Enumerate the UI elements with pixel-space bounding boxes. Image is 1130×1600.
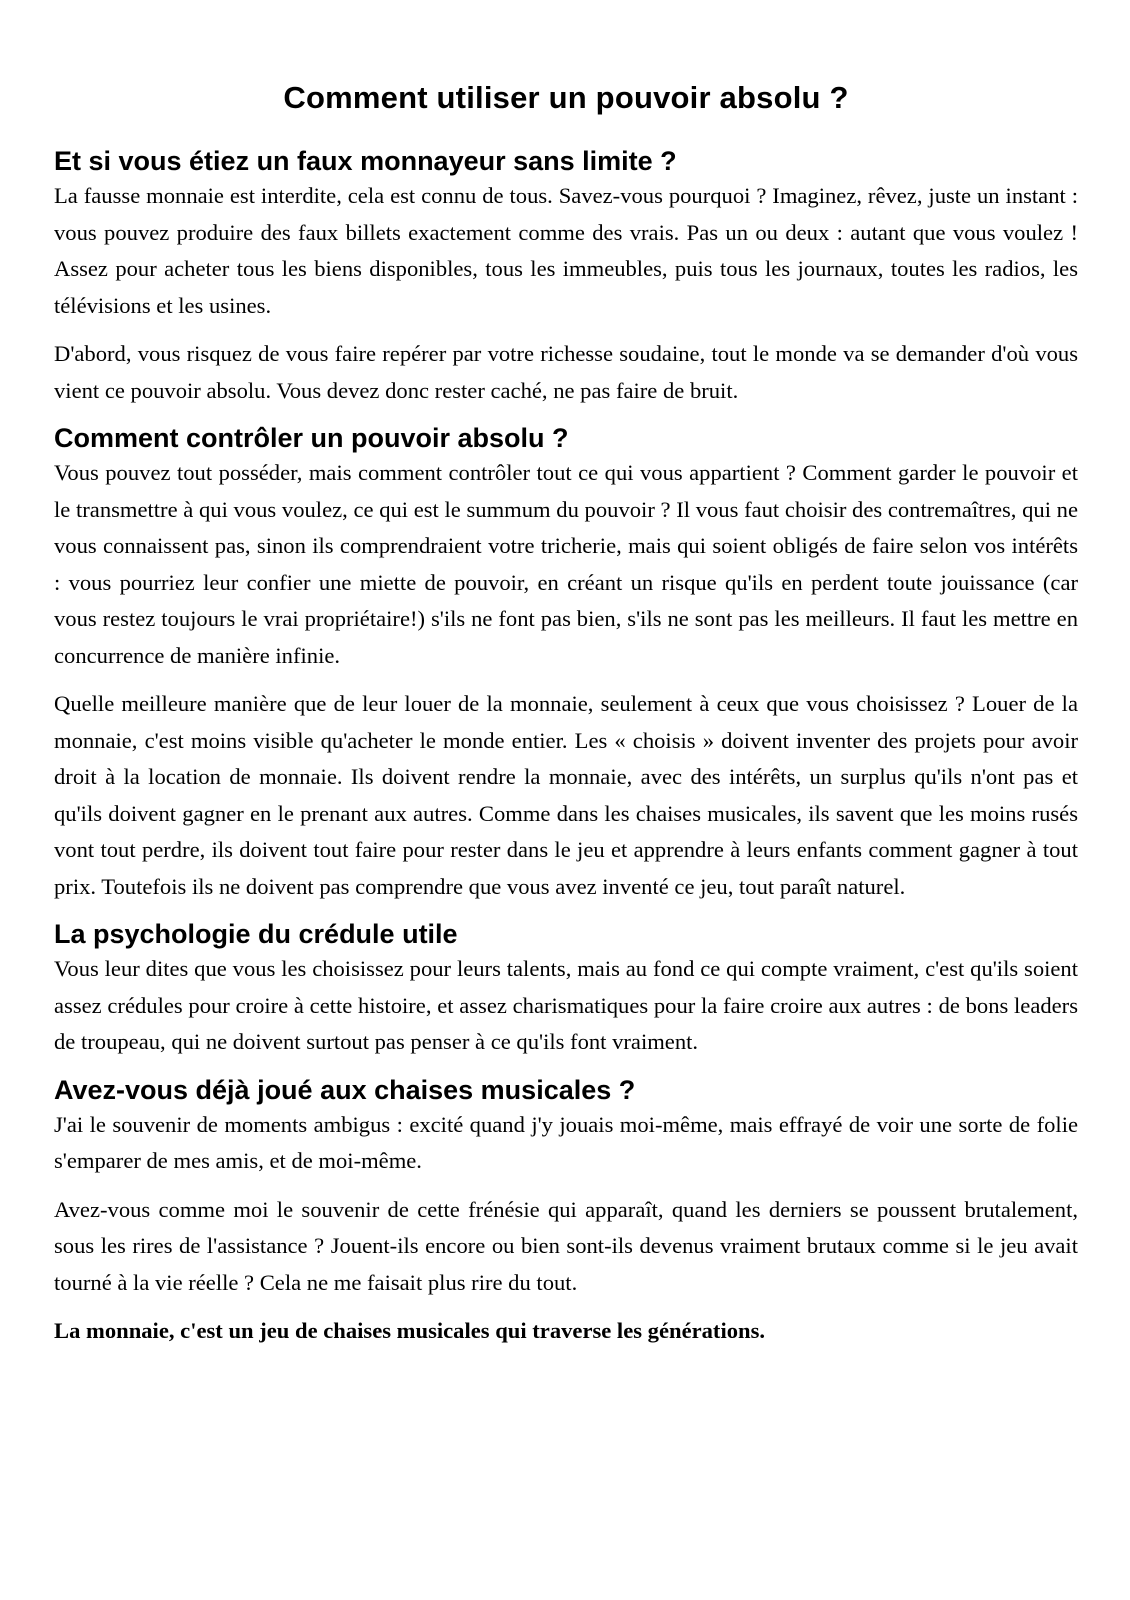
paragraph: D'abord, vous risquez de vous faire repérer par votre richesse soudaine, tout le monde va se demander d'où vous vient ce pouvoir absolu. Vous devez donc rester caché, ne pas faire de bruit.: [54, 341, 1078, 403]
section-chaises-musicales: [54, 1073, 1078, 1302]
section-faux-monnayeur: [54, 144, 1078, 409]
section-heading: Comment contrôler un pouvoir absolu ?: [54, 423, 569, 453]
section-controler-pouvoir: [54, 421, 1078, 905]
paragraph: Quelle meilleure manière que de leur louer de la monnaie, seulement à ceux que vous choisissez ? Louer de la monnaie, c'est moins visible qu'acheter le monde entier. Les « choisis » doivent inventer des projets pour avoir droit à la location de monnaie. Ils doivent rendre la monnaie, avec des intérêts, un surplus qu'ils n'ont pas et qu'ils doivent gagner en le prenant aux autres. Comme dans les chaises musicales, ils savent que les moins rusés vont tout perdre, ils doivent tout faire pour rester dans le jeu et apprendre à leurs enfants comment gagner à tout prix. Toutefois ils ne doivent pas comprendre que vous avez inventé ce jeu, tout paraît naturel.: [54, 691, 1078, 899]
paragraph: J'ai le souvenir de moments ambigus : excité quand j'y jouais moi-même, mais effrayé de voir une sorte de folie s'emparer de mes amis, et de moi-même.: [54, 1111, 1078, 1173]
section-credule-utile: [54, 917, 1078, 1061]
section-heading: Et si vous étiez un faux monnayeur sans limite ?: [54, 146, 677, 176]
paragraph: Vous leur dites que vous les choisissez pour leurs talents, mais au fond ce qui compte vraiment, c'est qu'ils soient assez crédules pour croire à cette histoire, et assez charismatiques pour la faire croire aux autres : de bons leaders de troupeau, qui ne doivent surtout pas penser à ce qu'ils font vraiment.: [54, 956, 1078, 1054]
document-title: Comment utiliser un pouvoir absolu ?: [283, 80, 849, 115]
section-heading: Avez-vous déjà joué aux chaises musicales ?: [54, 1074, 636, 1105]
document-page: [54, 78, 1078, 1349]
paragraph: Avez-vous comme moi le souvenir de cette frénésie qui apparaît, quand les derniers se poussent brutalement, sous les rires de l'assistance ? Jouent-ils encore ou bien sont-ils devenus vraiment brutaux comme si le jeu avait tourné à la vie réelle ? Cela ne me faisait plus rire du tout.: [54, 1196, 1078, 1295]
paragraph: Vous pouvez tout posséder, mais comment contrôler tout ce qui vous appartient ? Comment garder le pouvoir et le transmettre à qui vous voulez, ce qui est le summum du pouvoir ? Il vous faut choisir des contremaîtres, qui ne vous connaissent pas, sinon ils comprendraient votre tricherie, mais qui soient obligés de faire selon vos intérêts : vous pourriez leur confier une miette de pouvoir, en créant un risque qu'ils en perdent toute jouissance (car vous restez toujours le vrai propriétaire!) s'ils ne font pas bien, s'ils ne sont pas les meilleurs. Il faut les mettre en concurrence de manière infinie.: [54, 460, 1078, 668]
conclusion: La monnaie, c'est un jeu de chaises musicales qui traverse les générations.: [54, 1318, 766, 1343]
section-heading: La psychologie du crédule utile: [54, 919, 458, 949]
paragraph: La fausse monnaie est interdite, cela est connu de tous. Savez-vous pourquoi ? Imaginez, rêvez, juste un instant : vous pouvez produire des faux billets exactement comme des vrais. Pas un ou deux : autant que vous voulez ! Assez pour acheter tous les biens disponibles, tous les immeubles, puis tous les journaux, toutes les radios, les télévisions et les usines.: [54, 183, 1078, 318]
